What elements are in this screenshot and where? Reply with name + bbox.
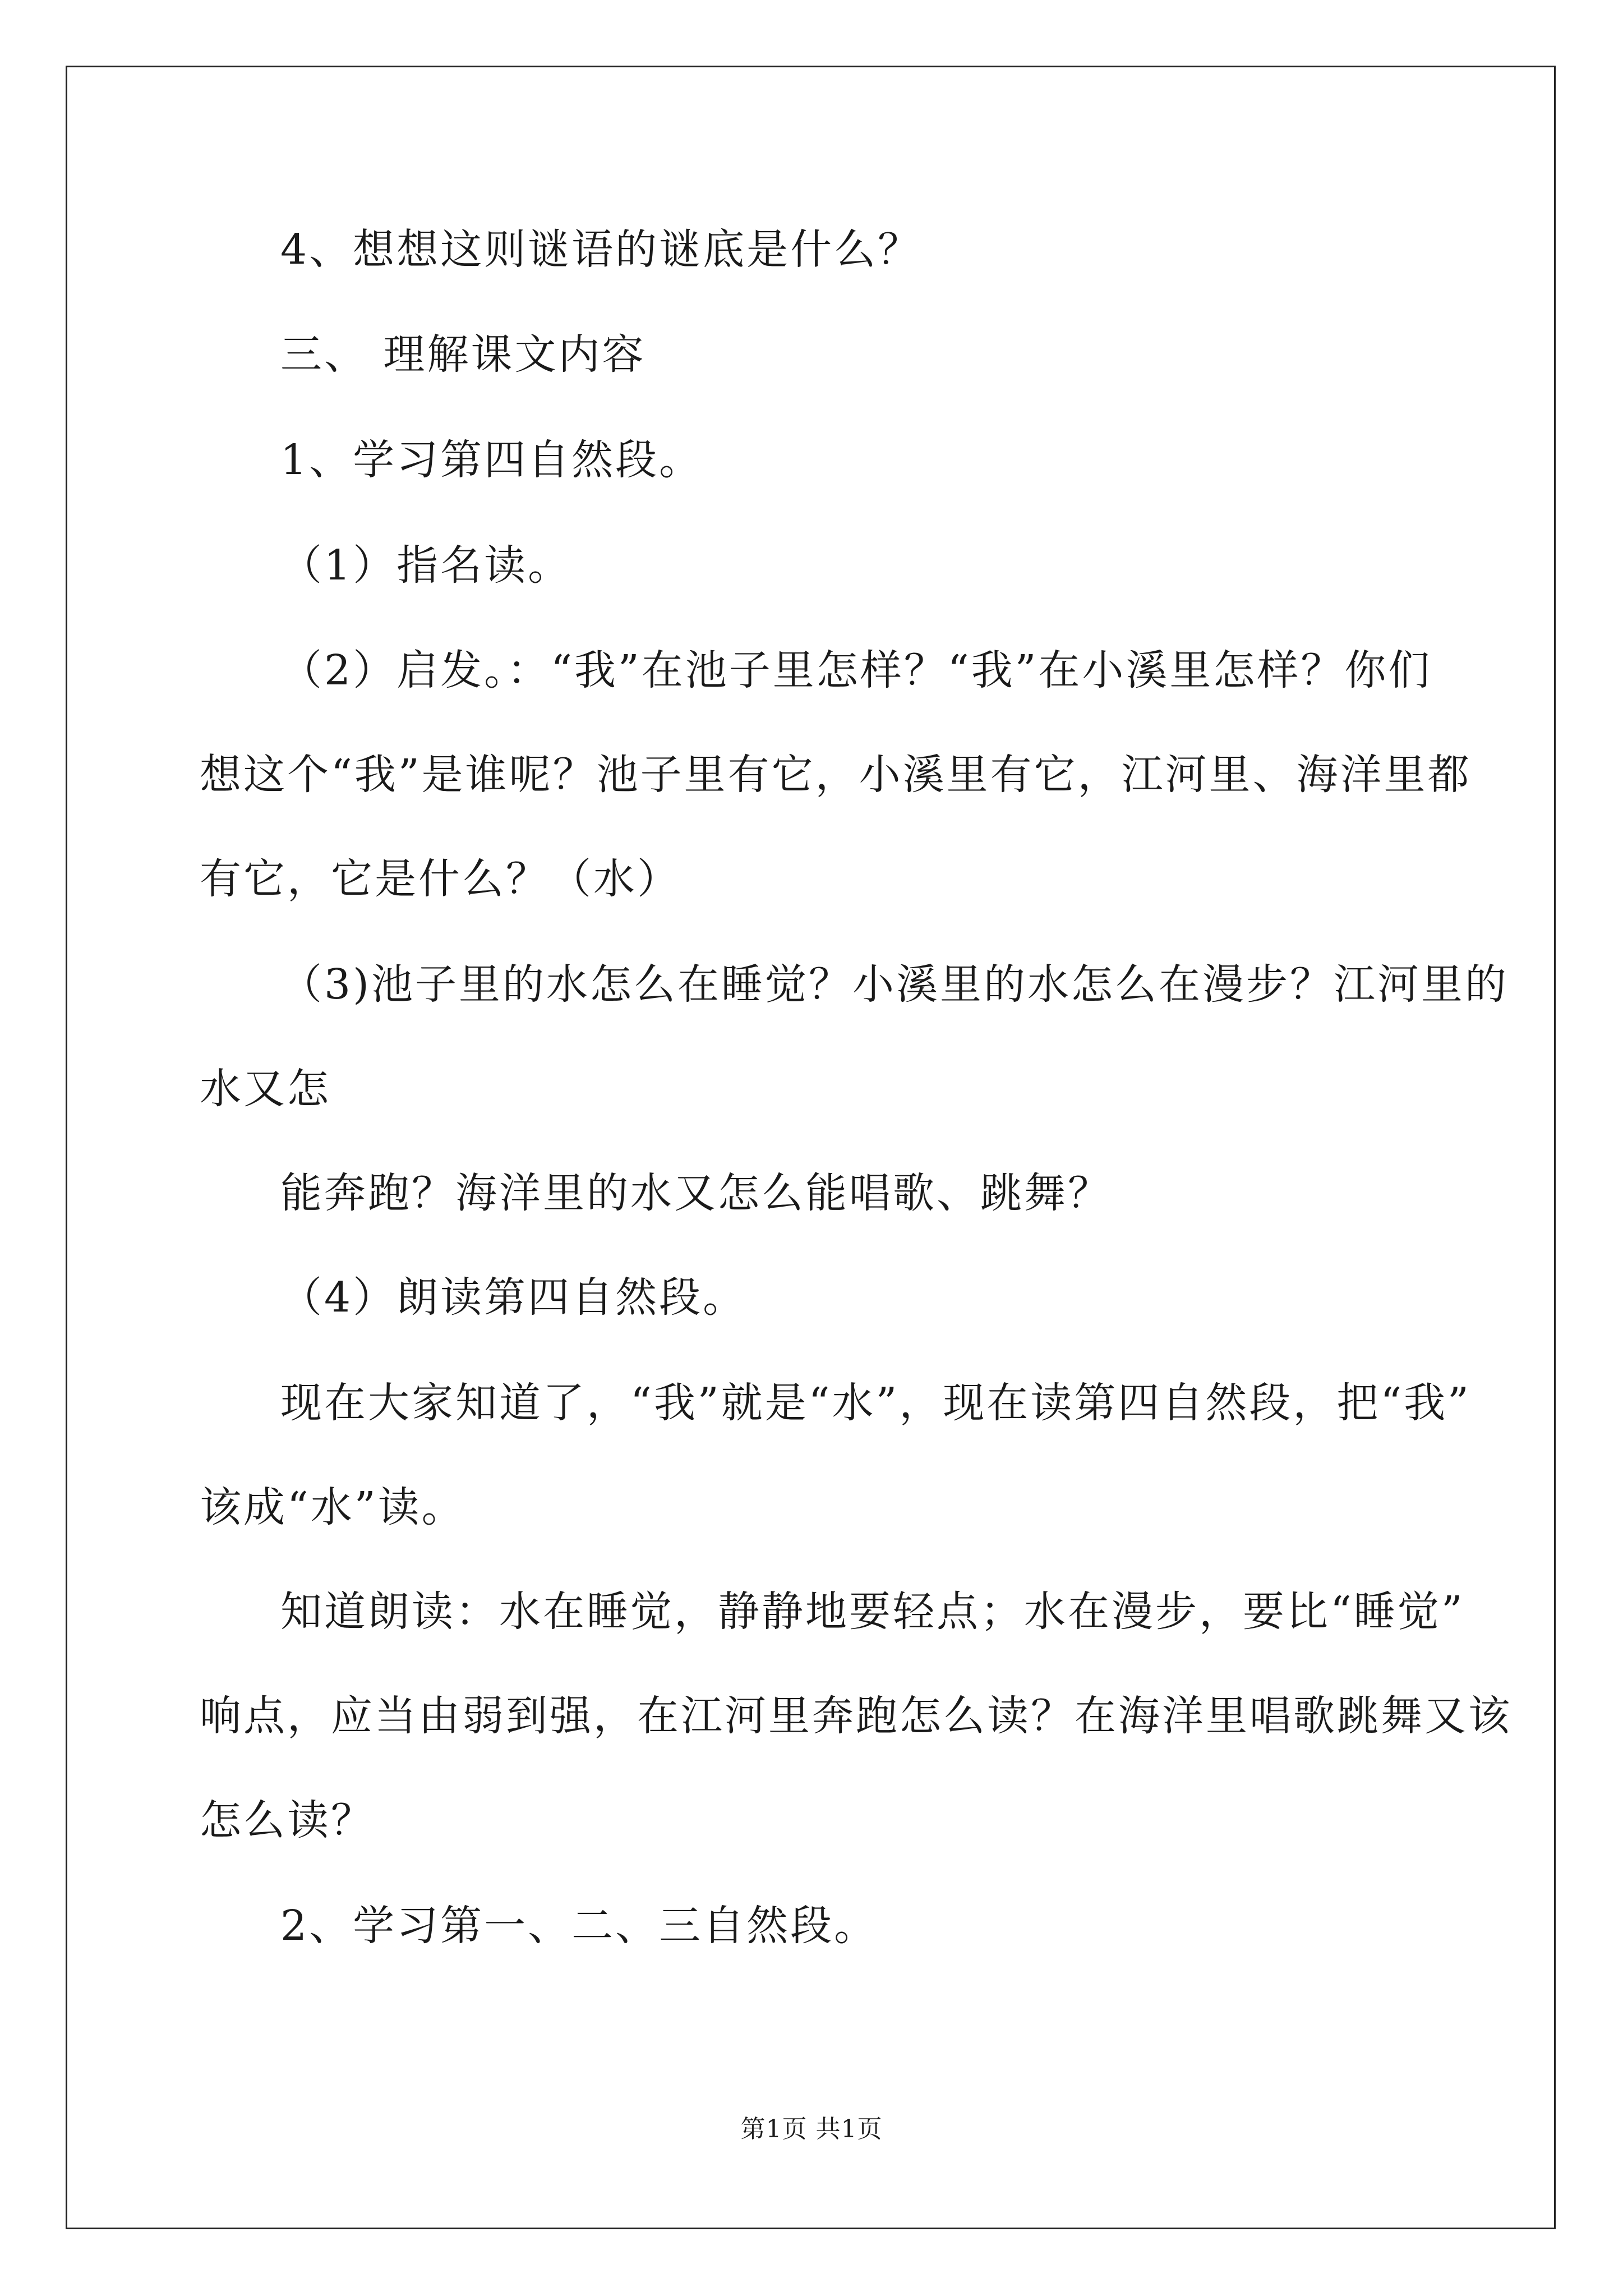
section-heading: 三、 理解课文内容: [280, 330, 646, 379]
page-footer: 第1页 共1页: [740, 2115, 883, 2143]
line-step-1: （1）指名读。: [280, 541, 572, 590]
line-guide-c: 怎么读？: [200, 1796, 375, 1844]
line-study-para123: 2、学习第一、二、三自然段。: [280, 1902, 878, 1950]
line-study-para4: 1、学习第四自然段。: [280, 436, 703, 484]
line-step-3a: （3)池子里的水怎么在睡觉？小溪里的水怎么在漫步？江河里的: [280, 960, 1509, 1009]
line-step-3c: 能奔跑？海洋里的水又怎么能唱歌、跳舞？: [280, 1169, 1112, 1217]
line-riddle-answer: 4、想想这则谜语的谜底是什么？: [280, 226, 922, 274]
line-step-2b: 想这个“我”是谁呢？池子里有它，小溪里有它，江河里、海洋里都: [200, 751, 1472, 799]
line-guide-b: 响点，应当由弱到强，在江河里奔跑怎么读？在海洋里唱歌跳舞又该: [200, 1692, 1512, 1740]
line-explain-b: 该成“水”读。: [200, 1483, 465, 1531]
line-guide-a: 知道朗读：水在睡觉，静静地要轻点；水在漫步，要比“睡觉”: [280, 1588, 1465, 1636]
line-step-2c: 有它，它是什么？（水）: [200, 855, 681, 903]
line-explain-a: 现在大家知道了，“我”就是“水”，现在读第四自然段，把“我”: [280, 1379, 1471, 1427]
line-step-2a: （2）启发。：“我”在池子里怎样？“我”在小溪里怎样？你们: [280, 646, 1432, 694]
line-step-4: （4）朗读第四自然段。: [280, 1273, 747, 1322]
line-step-3b: 水又怎: [200, 1065, 331, 1113]
